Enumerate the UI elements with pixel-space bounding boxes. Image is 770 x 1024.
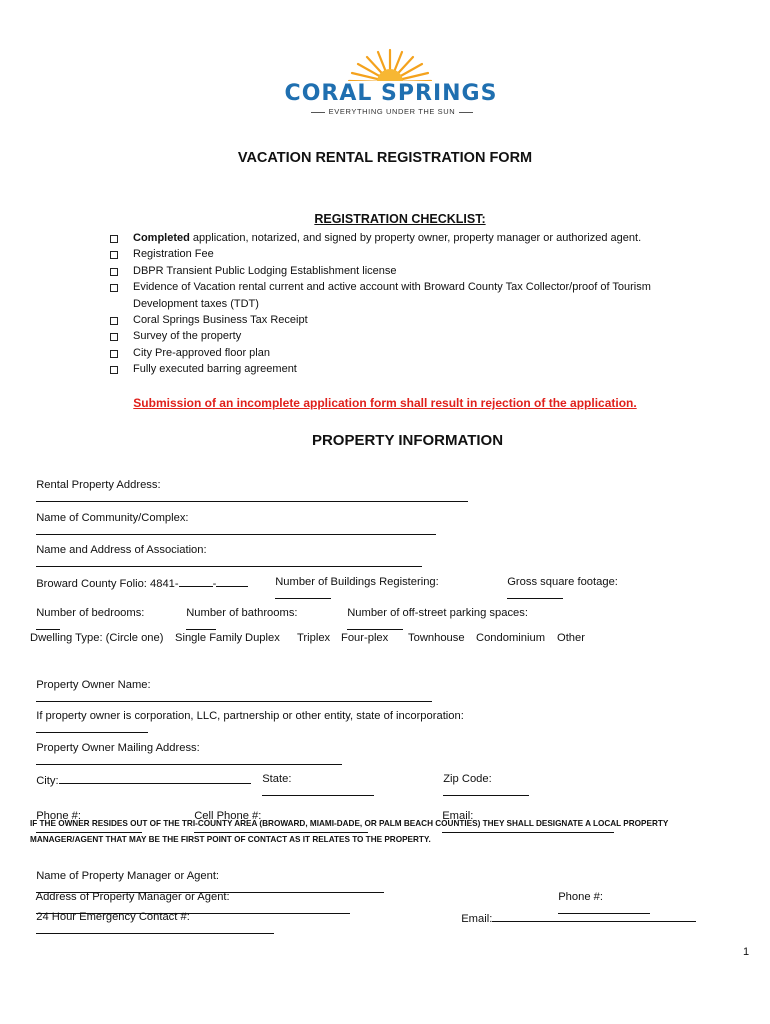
form-title: VACATION RENTAL REGISTRATION FORM [237, 150, 533, 166]
checkbox[interactable] [110, 251, 118, 259]
city-input[interactable] [59, 773, 251, 784]
folio-input-2[interactable] [216, 576, 248, 587]
checklist-item-text: Fully executed barring agreement [133, 363, 297, 376]
dwelling-option-duplex[interactable]: Duplex [245, 632, 280, 644]
manager-phone-label: Phone #: [558, 891, 604, 903]
dwelling-option-single-family[interactable]: Single Family [175, 632, 243, 644]
cell-label: Cell Phone #: [194, 810, 262, 822]
brand-tagline: EVERYTHING UNDER THE SUN [292, 107, 492, 116]
manager-address-label: Address of Property Manager or Agent: [35, 891, 230, 903]
checklist-item-text: Survey of the property [133, 330, 242, 343]
emergency-label: 24 Hour Emergency Contact #: [36, 911, 190, 923]
folio-input-1[interactable] [179, 576, 213, 587]
checklist-item-text: application, notarized, and signed by property owner, property manager or authorized agent. [189, 232, 642, 244]
checkbox[interactable] [110, 366, 118, 374]
checklist-item [106, 230, 706, 246]
notice-line: IF THE OWNER RESIDES OUT OF THE TRI-COUNTY AREA (BROWARD, MIAMI-DADE, OR PALM BEACH COUNTIES) THEY SHALL DESIGNATE A LOCAL PROPERTY [30, 819, 669, 828]
bathrooms-row [180, 595, 298, 633]
dwelling-option-triplex[interactable]: Triplex [297, 632, 331, 644]
parking-row [341, 595, 528, 633]
checklist-item-text: Evidence of Vacation rental current and active account with Broward County Tax Collector/proof of Tourism [133, 281, 651, 294]
emergency-email-row [455, 899, 696, 925]
rental-address-label: Rental Property Address: [36, 479, 161, 491]
section-title: PROPERTY INFORMATION [311, 432, 504, 449]
association-label: Name and Address of Association: [36, 544, 207, 556]
dwelling-option-townhouse[interactable]: Townhouse [408, 632, 465, 644]
dwelling-option-other[interactable]: Other [557, 632, 585, 644]
notice-line: MANAGER/AGENT THAT MAY BE THE FIRST POINT OF CONTACT AS IT RELATES TO THE PROPERTY. [30, 835, 431, 844]
brand-name: CORAL SPRINGS [284, 81, 498, 106]
checkbox[interactable] [110, 235, 118, 243]
checkbox[interactable] [110, 317, 118, 325]
zip-input[interactable] [443, 785, 529, 796]
out-of-area-notice [30, 816, 710, 848]
city-label: City: [36, 775, 59, 787]
incorporation-label: If property owner is corporation, LLC, partnership or other entity, state of incorporation: [36, 710, 464, 722]
checklist-item-bold: Completed [133, 232, 190, 244]
community-label: Name of Community/Complex: [36, 512, 189, 524]
checklist-item-continuation: Development taxes (TDT) [133, 297, 259, 310]
checklist-item-text: Coral Springs Business Tax Receipt [133, 314, 308, 327]
checklist-item [106, 361, 706, 377]
checklist-item [106, 263, 706, 279]
dwelling-label: Dwelling Type: (Circle one) [30, 632, 164, 644]
state-input[interactable] [262, 785, 374, 796]
parking-input[interactable] [347, 619, 403, 630]
owner-mailing-label: Property Owner Mailing Address: [36, 742, 200, 754]
incomplete-warning: Submission of an incomplete application form shall result in rejection of the application. [133, 396, 637, 410]
checkbox[interactable] [110, 333, 118, 341]
zip-label: Zip Code: [443, 773, 492, 785]
city-row [30, 761, 251, 787]
folio-label: Broward County Folio: 4841- [36, 578, 179, 590]
emergency-row [30, 899, 274, 937]
checklist-item [106, 312, 706, 328]
folio-row: Broward County Folio: 4841- - [30, 564, 248, 590]
checklist-item [106, 328, 706, 344]
emergency-email-input[interactable] [492, 911, 696, 922]
checklist-item [106, 246, 706, 262]
bedrooms-input[interactable] [36, 619, 60, 630]
coral-springs-logo [270, 48, 510, 120]
checklist-item-text: Registration Fee [133, 248, 214, 261]
checklist-title: REGISTRATION CHECKLIST: [314, 212, 486, 226]
emergency-input[interactable] [36, 923, 274, 934]
checklist-item [106, 345, 706, 361]
bedrooms-row [30, 595, 144, 633]
state-label: State: [262, 773, 292, 785]
bathrooms-label: Number of bathrooms: [186, 607, 298, 619]
parking-label: Number of off-street parking spaces: [347, 607, 528, 619]
state-row [256, 761, 374, 799]
zip-row [437, 761, 529, 799]
checklist-item [106, 279, 706, 312]
phone-label: Phone #: [36, 810, 82, 822]
checkbox[interactable] [110, 350, 118, 358]
owner-name-label: Property Owner Name: [36, 679, 151, 691]
gross-sqft-label: Gross square footage: [507, 576, 618, 588]
checkbox[interactable] [110, 284, 118, 292]
dwelling-option-condominium[interactable]: Condominium [476, 632, 546, 644]
registration-checklist [106, 230, 706, 378]
checkbox[interactable] [110, 268, 118, 276]
page-number: 1 [743, 946, 750, 958]
manager-name-label: Name of Property Manager or Agent: [36, 870, 220, 882]
buildings-label: Number of Buildings Registering: [275, 576, 439, 588]
emergency-email-label: Email: [461, 913, 493, 925]
bathrooms-input[interactable] [186, 619, 216, 630]
dwelling-option-fourplex[interactable]: Four-plex [341, 632, 389, 644]
bedrooms-label: Number of bedrooms: [36, 607, 145, 619]
email-label: Email: [442, 810, 474, 822]
checklist-item-text: City Pre-approved floor plan [133, 346, 270, 359]
checklist-item-text: DBPR Transient Public Lodging Establishment license [133, 264, 397, 277]
